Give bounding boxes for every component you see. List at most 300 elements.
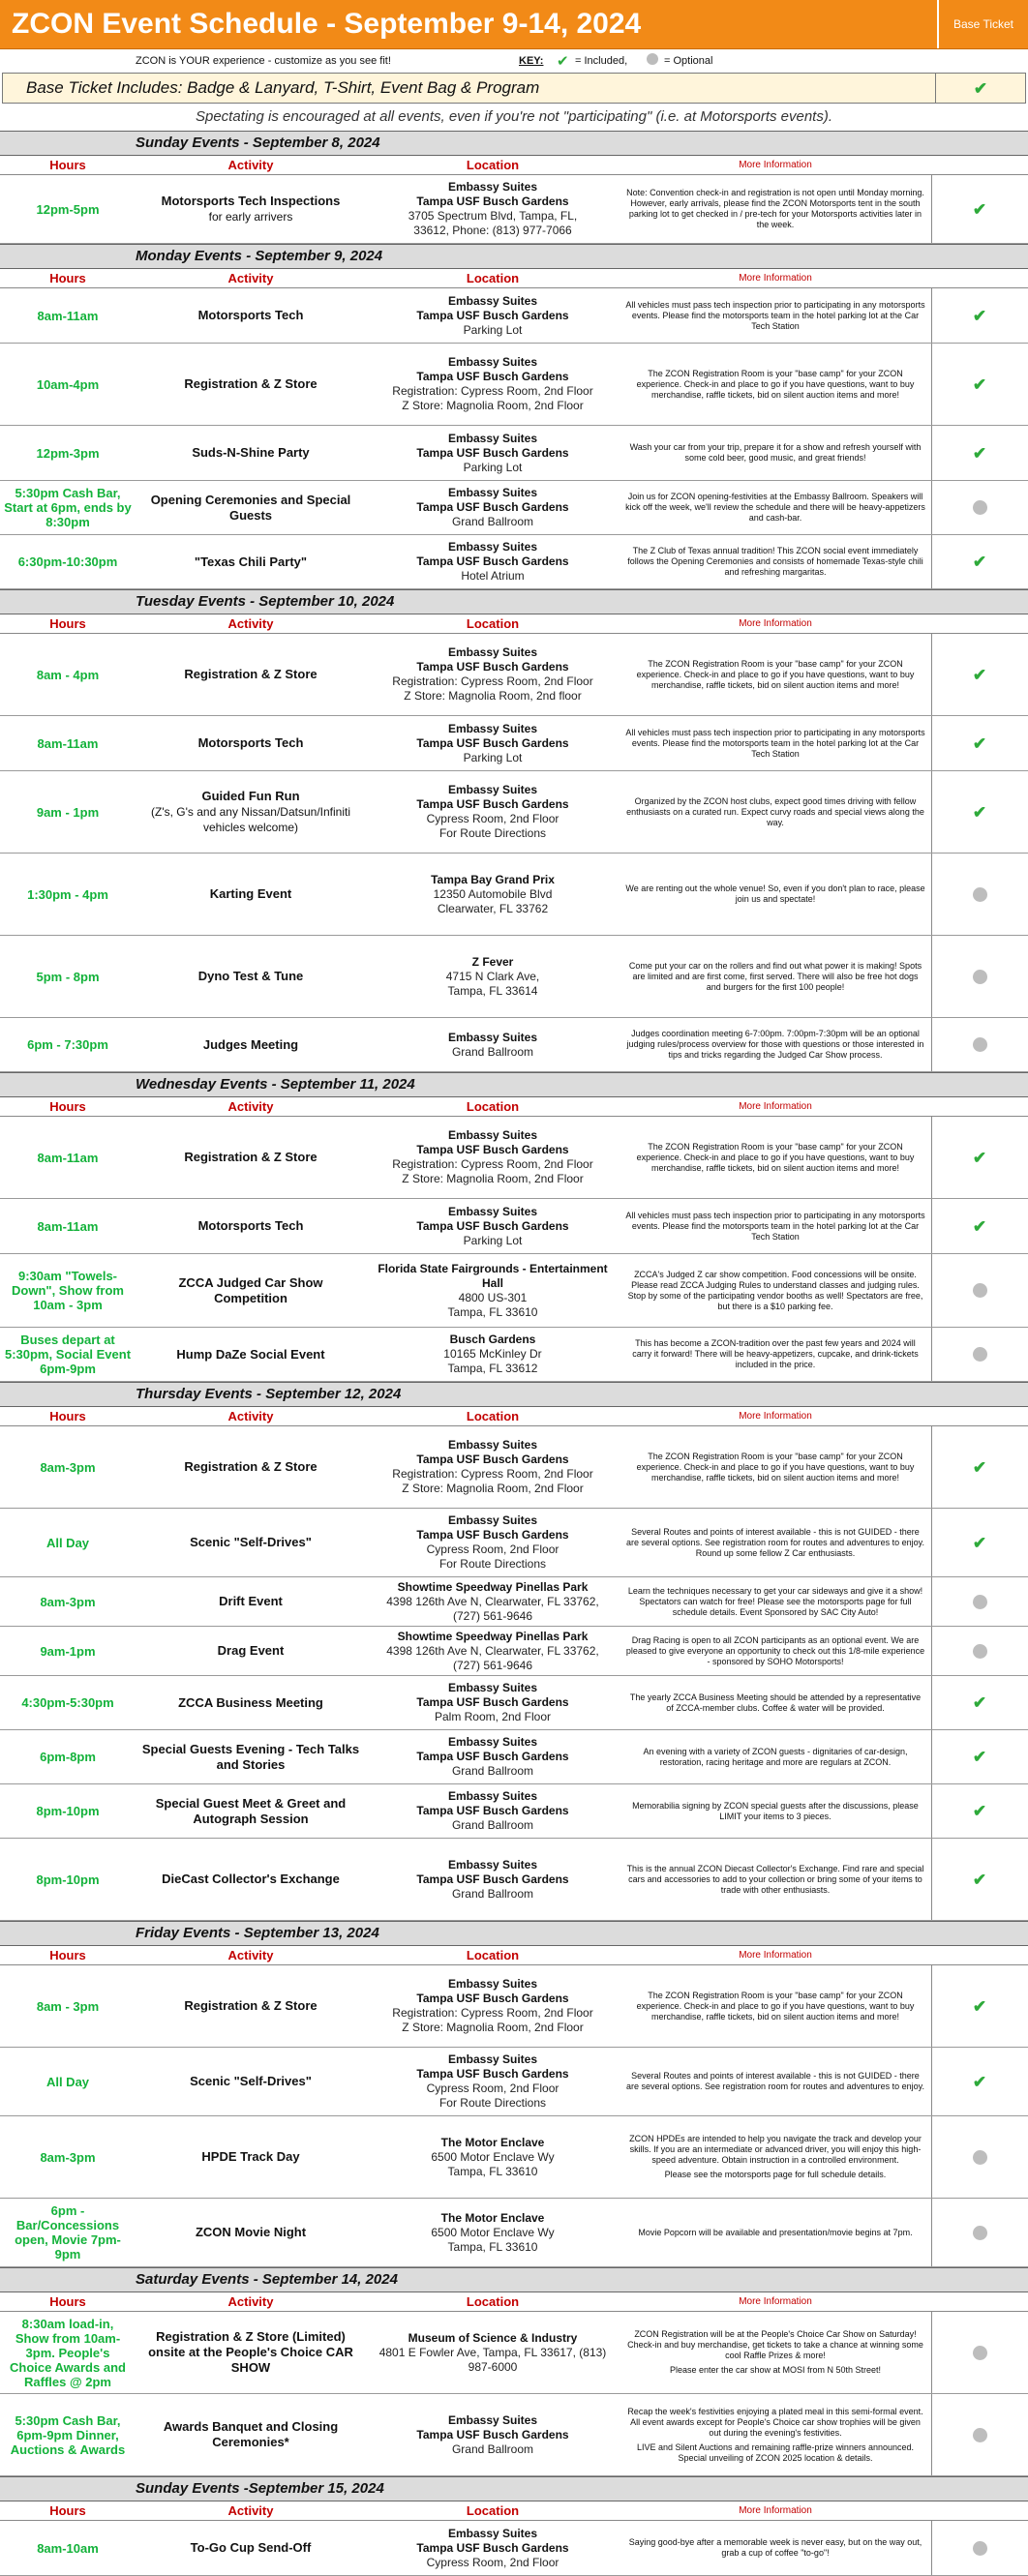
event-info bbox=[620, 2199, 931, 2266]
column-header-location: Location bbox=[466, 271, 520, 285]
event-status bbox=[931, 2116, 1027, 2198]
event-activity bbox=[136, 1426, 366, 1508]
event-location-line: Embassy Suites bbox=[447, 293, 538, 308]
day-header bbox=[0, 1382, 1028, 1407]
base-ticket-status bbox=[935, 74, 1025, 103]
event-location bbox=[366, 2521, 620, 2575]
event-activity-title: Opening Ceremonies and Special Guests bbox=[150, 492, 351, 523]
event-location-line: Embassy Suites bbox=[447, 1204, 538, 1218]
schedule-days bbox=[0, 131, 1028, 2576]
event-activity-title: Drag Event bbox=[217, 1643, 285, 1658]
event-activity bbox=[136, 175, 366, 243]
event-activity-title: Motorsports Tech bbox=[197, 1218, 304, 1233]
event-location bbox=[366, 716, 620, 770]
event-location-line: 12350 Automobile Blvd bbox=[433, 886, 553, 901]
event-info-text: Learn the techniques necessary to get your car sideways and give it a show! Spectators can watch for free! Please see the motorsports page for full schedule details. Event Sponsored by SAC City Auto! bbox=[627, 1585, 923, 1617]
event-location bbox=[366, 771, 620, 853]
event-info-text: All vehicles must pass tech inspection prior to participating in any motorsports events. Please find the motorsports team in the hotel parking lot at the Car Tech Station bbox=[625, 299, 925, 331]
event-row bbox=[0, 1426, 1028, 1509]
event-location-line: Tampa USF Busch Gardens bbox=[416, 735, 569, 750]
event-location-line: Tampa USF Busch Gardens bbox=[416, 1143, 569, 1156]
check-icon: ✔ bbox=[972, 1533, 987, 1552]
column-header-hours: Hours bbox=[49, 1948, 86, 1962]
event-location bbox=[366, 288, 620, 343]
column-header-location: Location bbox=[466, 1409, 520, 1423]
optional-dot-icon bbox=[973, 1347, 987, 1362]
column-header-info: More Information bbox=[739, 1101, 812, 1112]
event-info-text: The ZCON Registration Room is your "base camp" for your ZCON experience. Check-in and place to go if you have questions, want to buy merchandise, raffle tickets, bid on silent auction items and more! bbox=[636, 1141, 915, 1173]
event-activity bbox=[136, 2199, 366, 2266]
optional-dot-icon bbox=[973, 2150, 987, 2165]
check-icon: ✔ bbox=[972, 665, 987, 684]
event-location-line: For Route Directions bbox=[438, 826, 547, 840]
day-header bbox=[0, 589, 1028, 614]
event-location-line: Embassy Suites bbox=[447, 1128, 538, 1142]
event-location-line: Tampa USF Busch Gardens bbox=[416, 1453, 569, 1466]
event-activity bbox=[136, 1328, 366, 1381]
event-hours: 5:30pm Cash Bar, 6pm-9pm Dinner, Auctions & Awards bbox=[10, 2412, 126, 2457]
column-header-row bbox=[0, 2292, 1028, 2312]
event-location-line: Grand Ballroom bbox=[451, 515, 534, 528]
event-location-line: 33612, Phone: (813) 977-7066 bbox=[413, 224, 572, 237]
event-status bbox=[931, 175, 1027, 243]
column-header-info: More Information bbox=[739, 2505, 812, 2516]
event-activity bbox=[136, 1676, 366, 1729]
event-row bbox=[0, 1117, 1028, 1199]
event-info-text: Saying good-bye after a memorable week is never easy, but on the way out, grab a cup of coffee "to-go"! bbox=[628, 2537, 922, 2558]
event-location bbox=[366, 2394, 620, 2475]
check-icon: ✔ bbox=[972, 553, 987, 571]
event-status bbox=[931, 771, 1027, 853]
event-location-line: Registration: Cypress Room, 2nd Floor bbox=[392, 1467, 593, 1481]
column-header-row bbox=[0, 156, 1028, 175]
event-activity-title: To-Go Cup Send-Off bbox=[190, 2540, 312, 2555]
event-row bbox=[0, 854, 1028, 936]
event-row bbox=[0, 1676, 1028, 1730]
event-location-line: Parking Lot bbox=[463, 1233, 523, 1247]
event-location-line: Embassy Suites bbox=[447, 431, 538, 445]
event-row bbox=[0, 771, 1028, 854]
column-header-activity: Activity bbox=[227, 616, 274, 631]
day-title: Sunday Events -September 15, 2024 bbox=[136, 2480, 384, 2497]
event-location bbox=[366, 634, 620, 715]
day-header bbox=[0, 1072, 1028, 1097]
event-location-line: Embassy Suites bbox=[447, 1438, 538, 1452]
event-info-text: The ZCON Registration Room is your "base camp" for your ZCON experience. Check-in and place to go if you have questions, want to buy merchandise, raffle tickets, bid on silent auction items and more! bbox=[636, 368, 915, 400]
event-location-line: Embassy Suites bbox=[447, 2526, 538, 2540]
event-activity bbox=[136, 2048, 366, 2115]
column-header-info: More Information bbox=[739, 2296, 812, 2307]
event-location-line: Busch Gardens bbox=[449, 1333, 536, 1346]
event-activity bbox=[136, 634, 366, 715]
event-activity bbox=[136, 344, 366, 425]
event-activity bbox=[136, 854, 366, 935]
day-header bbox=[0, 244, 1028, 269]
event-status bbox=[931, 2048, 1027, 2115]
event-hours: 8pm-10pm bbox=[36, 1804, 100, 1818]
event-status bbox=[931, 1965, 1027, 2047]
event-info bbox=[620, 2116, 931, 2198]
event-location-line: Tampa USF Busch Gardens bbox=[416, 2540, 569, 2555]
event-activity-subtitle: for early arrivers bbox=[208, 210, 293, 224]
event-row bbox=[0, 1730, 1028, 1784]
event-location-line: Embassy Suites bbox=[447, 486, 538, 499]
event-location-line: Tampa USF Busch Gardens bbox=[416, 1218, 569, 1233]
column-header-hours: Hours bbox=[49, 2294, 86, 2309]
column-header-activity: Activity bbox=[227, 2503, 274, 2518]
event-activity-title: Awards Banquet and Closing Ceremonies* bbox=[163, 2419, 339, 2449]
event-status bbox=[931, 535, 1027, 588]
event-location-line: Tampa USF Busch Gardens bbox=[416, 370, 569, 383]
event-activity-title: Suds-N-Shine Party bbox=[192, 445, 310, 460]
event-activity-title: Registration & Z Store bbox=[184, 1150, 317, 1164]
subtitle-text: ZCON is YOUR experience - customize as you see fit! bbox=[136, 55, 391, 67]
event-activity bbox=[136, 1784, 366, 1838]
event-hours: 8:30am load-in, Show from 10am-3pm. People's Choice Awards and Raffles @ 2pm bbox=[10, 2316, 126, 2389]
event-info-text: This is the annual ZCON Diecast Collector's Exchange. Find rare and special cars and accessories to add to your collection or bring some of your items to trade with other enthusiasts. bbox=[626, 1863, 924, 1895]
event-location-line: Embassy Suites bbox=[447, 1513, 538, 1527]
column-header-hours: Hours bbox=[49, 158, 86, 172]
event-info-text: Wash your car from your trip, prepare it for a show and refresh yourself with some cold beer, good music, and great friends! bbox=[629, 442, 922, 463]
event-activity-subtitle: (Z's, G's and any Nissan/Datsun/Infiniti vehicles welcome) bbox=[151, 805, 350, 834]
event-location-line: Z Store: Magnolia Room, 2nd Floor bbox=[402, 399, 584, 412]
event-info bbox=[620, 1965, 931, 2047]
event-activity bbox=[136, 1018, 366, 1071]
check-icon: ✔ bbox=[972, 1748, 987, 1766]
check-icon: ✔ bbox=[972, 2072, 987, 2091]
event-location-line: Registration: Cypress Room, 2nd Floor bbox=[392, 384, 593, 398]
event-info bbox=[620, 1577, 931, 1626]
column-header-hours: Hours bbox=[49, 1099, 86, 1114]
event-location-line: 3705 Spectrum Blvd, Tampa, FL, bbox=[408, 209, 578, 223]
event-status bbox=[931, 854, 1027, 935]
event-hours: 8am - 3pm bbox=[36, 1998, 100, 2014]
day-title: Monday Events - September 9, 2024 bbox=[136, 248, 383, 264]
event-hours: 10am-4pm bbox=[36, 376, 100, 392]
event-location-line: 4715 N Clark Ave, bbox=[445, 969, 540, 983]
optional-dot-icon bbox=[973, 2541, 987, 2556]
event-location bbox=[366, 2312, 620, 2393]
event-row bbox=[0, 175, 1028, 244]
column-header-location: Location bbox=[466, 2294, 520, 2309]
key-label: KEY: bbox=[519, 55, 544, 67]
event-location-line: Z Fever bbox=[471, 954, 514, 969]
event-activity bbox=[136, 1117, 366, 1198]
event-status bbox=[931, 634, 1027, 715]
event-status bbox=[931, 1676, 1027, 1729]
event-location-line: 4398 126th Ave N, Clearwater, FL 33762, bbox=[386, 1594, 599, 1608]
day-header bbox=[0, 2476, 1028, 2501]
event-hours: 9:30am "Towels-Down", Show from 10am - 3pm bbox=[12, 1269, 124, 1312]
day-title: Friday Events - September 13, 2024 bbox=[136, 1925, 379, 1941]
event-location-line: Grand Ballroom bbox=[451, 1886, 534, 1901]
event-location bbox=[366, 1627, 620, 1675]
event-status bbox=[931, 2394, 1027, 2475]
event-location-line: Registration: Cypress Room, 2nd Floor bbox=[392, 674, 593, 688]
event-location-line: Registration: Cypress Room, 2nd Floor bbox=[392, 2006, 593, 2020]
event-hours: 8am-11am bbox=[37, 1150, 99, 1165]
event-info-text: Come put your car on the rollers and find out what power it is making! Spots are limited and are first come, first served. There will also be free hot dogs and burgers for the first 100 people! bbox=[628, 960, 922, 992]
event-location-line: Embassy Suites bbox=[447, 355, 538, 369]
event-location-line: Embassy Suites bbox=[447, 2412, 538, 2427]
event-location bbox=[366, 175, 620, 243]
event-activity bbox=[136, 1627, 366, 1675]
event-activity bbox=[136, 2521, 366, 2575]
day-title: Saturday Events - September 14, 2024 bbox=[136, 2271, 398, 2288]
event-activity-title: Special Guests Evening - Tech Talks and Stories bbox=[141, 1741, 360, 1772]
event-activity-title: Registration & Z Store bbox=[184, 667, 317, 681]
check-icon: ✔ bbox=[972, 374, 987, 394]
event-info-text: The Z Club of Texas annual tradition! This ZCON social event immediately follows the Opening Ceremonies and consists of homemade Texas-style chili and refreshing margaritas. bbox=[627, 546, 923, 577]
event-info bbox=[620, 1784, 931, 1838]
event-info-text: ZCCA's Judged Z car show competition. Food concessions will be onsite. Please read ZCCA Judging Rules to understand classes and judging rules. Stop by some of the participating vendor booths as well! Spectators are free, but there is a $10 parking fee. bbox=[627, 1269, 923, 1311]
event-hours: 5:30pm Cash Bar, Start at 6pm, ends by 8:30pm bbox=[4, 486, 132, 529]
event-hours: 6pm - Bar/Concessions open, Movie 7pm-9pm bbox=[15, 2203, 121, 2261]
check-icon: ✔ bbox=[972, 734, 987, 753]
event-location-line: Tampa USF Busch Gardens bbox=[416, 1872, 569, 1886]
event-activity-title: Guided Fun Run bbox=[201, 789, 300, 803]
event-info-text: All vehicles must pass tech inspection prior to participating in any motorsports events. Please find the motorsports team in the hotel parking lot at the Car Tech Station bbox=[625, 1210, 925, 1242]
event-info-text: Recap the week's festivities enjoying a plated meal in this semi-formal event. All event awards except for People's Choice car show trophies will be given out during the evening's festivities. bbox=[627, 2406, 923, 2438]
event-status bbox=[931, 1577, 1027, 1626]
event-hours: 8am-3pm bbox=[40, 1594, 96, 1609]
event-info bbox=[620, 1426, 931, 1508]
spectating-note: Spectating is encouraged at all events, even if you're not "participating" (i.e. at Motorsports events). bbox=[195, 108, 833, 125]
base-ticket-column-label: Base Ticket bbox=[937, 0, 1028, 48]
event-status bbox=[931, 1328, 1027, 1381]
event-row bbox=[0, 1839, 1028, 1921]
event-location-line: Tampa USF Busch Gardens bbox=[416, 1528, 569, 1542]
event-activity bbox=[136, 2394, 366, 2475]
event-status bbox=[931, 936, 1027, 1017]
event-status bbox=[931, 1509, 1027, 1576]
event-activity-title: Registration & Z Store bbox=[184, 1998, 317, 2013]
event-hours: 6pm-8pm bbox=[40, 1750, 96, 1764]
column-header-location: Location bbox=[466, 1948, 520, 1962]
column-header-location: Location bbox=[466, 616, 520, 631]
event-location-line: Tampa USF Busch Gardens bbox=[416, 500, 569, 514]
event-info-text: Organized by the ZCON host clubs, expect good times driving with fellow enthusiasts on a curated run. Expect curvy roads and special views along the way. bbox=[626, 795, 924, 827]
event-activity-title: Drift Event bbox=[219, 1594, 283, 1608]
event-location-line: Hotel Atrium bbox=[461, 569, 525, 583]
event-row bbox=[0, 936, 1028, 1018]
column-header-info: More Information bbox=[739, 1411, 812, 1422]
event-status bbox=[931, 1730, 1027, 1783]
event-info bbox=[620, 1509, 931, 1576]
event-hours: 8am-11am bbox=[37, 308, 99, 323]
event-location-line: Tampa, FL 33610 bbox=[447, 1304, 538, 1319]
event-activity-title: Special Guest Meet & Greet and Autograph Session bbox=[155, 1795, 347, 1826]
event-location-line: Tampa USF Busch Gardens bbox=[416, 2427, 569, 2441]
event-location-line: Tampa USF Busch Gardens bbox=[416, 797, 569, 811]
event-activity bbox=[136, 1839, 366, 1920]
column-header-activity: Activity bbox=[227, 158, 274, 172]
event-location-line: Tampa USF Busch Gardens bbox=[416, 445, 569, 460]
event-hours: 8am-3pm bbox=[40, 2149, 96, 2165]
event-location-line: Showtime Speedway Pinellas Park bbox=[397, 1629, 589, 1643]
event-row bbox=[0, 1577, 1028, 1627]
optional-dot-icon bbox=[973, 1644, 987, 1659]
event-location-line: Embassy Suites bbox=[447, 721, 538, 735]
event-location-line: 4800 US-301 bbox=[458, 1290, 528, 1304]
event-activity-title: Scenic "Self-Drives" bbox=[190, 2074, 312, 2088]
event-row bbox=[0, 426, 1028, 481]
column-header-row bbox=[0, 2501, 1028, 2521]
event-row bbox=[0, 535, 1028, 589]
event-location-line: For Route Directions bbox=[438, 1557, 547, 1571]
event-location bbox=[366, 854, 620, 935]
event-activity-title: Karting Event bbox=[209, 886, 292, 901]
header-bar bbox=[0, 0, 1028, 49]
event-row bbox=[0, 716, 1028, 771]
event-location bbox=[366, 1426, 620, 1508]
event-activity-title: ZCON Movie Night bbox=[195, 2225, 307, 2239]
event-activity bbox=[136, 716, 366, 770]
column-header-hours: Hours bbox=[49, 616, 86, 631]
event-row bbox=[0, 288, 1028, 344]
event-activity-title: Registration & Z Store bbox=[184, 376, 317, 391]
column-header-location: Location bbox=[466, 158, 520, 172]
event-hours: 8am-3pm bbox=[40, 1459, 96, 1475]
event-location-line: Cypress Room, 2nd Floor bbox=[426, 812, 559, 825]
event-activity-title: Registration & Z Store (Limited) onsite at the People's Choice CAR SHOW bbox=[148, 2329, 353, 2375]
event-location-line: Embassy Suites bbox=[447, 1857, 538, 1872]
event-row bbox=[0, 1627, 1028, 1676]
event-location-line: 4801 E Fowler Ave, Tampa, FL 33617, (813) 987-6000 bbox=[378, 2345, 607, 2374]
event-info bbox=[620, 481, 931, 534]
event-status bbox=[931, 1839, 1027, 1920]
event-info bbox=[620, 1730, 931, 1783]
event-info-text: Several Routes and points of interest available - this is not GUIDED - there are several options. See registration room for routes and adventures to enjoy. bbox=[625, 2071, 924, 2091]
optional-dot-icon bbox=[973, 887, 987, 902]
column-header-row bbox=[0, 1097, 1028, 1117]
column-header-hours: Hours bbox=[49, 1409, 86, 1423]
day-title: Wednesday Events - September 11, 2024 bbox=[136, 1076, 415, 1093]
event-location bbox=[366, 481, 620, 534]
event-location-line: Embassy Suites bbox=[447, 540, 538, 554]
event-location bbox=[366, 1577, 620, 1626]
column-header-hours: Hours bbox=[49, 2503, 86, 2518]
column-header-activity: Activity bbox=[227, 1099, 274, 1114]
event-row bbox=[0, 2521, 1028, 2576]
event-info bbox=[620, 2394, 931, 2475]
event-info-text: All vehicles must pass tech inspection prior to participating in any motorsports events. Please find the motorsports team in the hotel parking lot at the Car Tech Station bbox=[625, 727, 925, 759]
event-location bbox=[366, 1199, 620, 1253]
event-hours: Buses depart at 5:30pm, Social Event 6pm-9pm bbox=[4, 1333, 132, 1376]
event-activity-title: Hump DaZe Social Event bbox=[176, 1346, 325, 1362]
event-location-line: Tampa USF Busch Gardens bbox=[416, 2067, 569, 2081]
day-title: Tuesday Events - September 10, 2024 bbox=[136, 593, 395, 610]
event-activity bbox=[136, 1254, 366, 1327]
event-status bbox=[931, 2521, 1027, 2575]
event-info bbox=[620, 2521, 931, 2575]
event-location-line: For Route Directions bbox=[438, 2096, 547, 2110]
event-row bbox=[0, 1965, 1028, 2048]
event-hours: 8am-11am bbox=[37, 735, 99, 751]
event-hours: 9am-1pm bbox=[40, 1643, 96, 1659]
event-info-text: ZCON Registration will be at the People's Choice Car Show on Saturday! Check-in and buy merchandise, get tickets to take a chance at winning some cool Raffle Prizes & more! bbox=[627, 2329, 923, 2360]
column-header-row bbox=[0, 614, 1028, 634]
event-info-text: The yearly ZCCA Business Meeting should be attended by a representative of ZCCA-member clubs. Coffee & water will be provided. bbox=[629, 1692, 922, 1713]
event-location-line: Clearwater, FL 33762 bbox=[437, 901, 549, 915]
event-row bbox=[0, 1018, 1028, 1072]
event-activity-title: ZCCA Judged Car Show Competition bbox=[178, 1274, 323, 1305]
check-icon: ✔ bbox=[972, 199, 987, 219]
day-header bbox=[0, 1921, 1028, 1946]
event-activity bbox=[136, 936, 366, 1017]
event-info bbox=[620, 716, 931, 770]
event-info bbox=[620, 1328, 931, 1381]
event-status bbox=[931, 344, 1027, 425]
event-location bbox=[366, 1018, 620, 1071]
event-location-line: Z Store: Magnolia Room, 2nd Floor bbox=[402, 1482, 584, 1495]
event-activity bbox=[136, 1577, 366, 1626]
event-location-line: Cypress Room, 2nd Floor bbox=[426, 2555, 559, 2569]
event-location-line: Embassy Suites bbox=[447, 1030, 538, 1044]
event-hours: 12pm-5pm bbox=[36, 201, 100, 217]
event-activity-title: "Texas Chili Party" bbox=[194, 554, 308, 569]
base-ticket-text: Base Ticket Includes: Badge & Lanyard, T-Shirt, Event Bag & Program bbox=[26, 78, 540, 97]
column-header-info: More Information bbox=[739, 618, 812, 629]
event-info-note: Please enter the car show at MOSI from N 50th Street! bbox=[669, 2365, 882, 2375]
event-location-line: Tampa USF Busch Gardens bbox=[416, 660, 569, 674]
event-location-line: Tampa USF Busch Gardens bbox=[416, 554, 569, 568]
check-icon: ✔ bbox=[972, 1148, 987, 1167]
optional-dot-icon bbox=[973, 1283, 987, 1298]
event-location-line: Z Store: Magnolia Room, 2nd Floor bbox=[402, 1172, 584, 1185]
check-icon: ✔ bbox=[972, 1870, 987, 1889]
event-hours: 1:30pm - 4pm bbox=[27, 886, 108, 902]
optional-label: = Optional bbox=[664, 55, 713, 67]
event-hours: 8am-10am bbox=[37, 2540, 99, 2556]
event-row bbox=[0, 2048, 1028, 2116]
event-status bbox=[931, 1627, 1027, 1675]
event-location-line: Grand Ballroom bbox=[451, 1044, 534, 1059]
day-title: Thursday Events - September 12, 2024 bbox=[136, 1386, 402, 1402]
optional-dot-icon bbox=[973, 2428, 987, 2442]
event-activity-title: HPDE Track Day bbox=[201, 2149, 300, 2164]
event-row bbox=[0, 481, 1028, 535]
event-info bbox=[620, 2312, 931, 2393]
event-status bbox=[931, 2199, 1027, 2266]
event-location-line: Palm Room, 2nd Floor bbox=[434, 1710, 552, 1723]
event-info-text: The ZCON Registration Room is your "base camp" for your ZCON experience. Check-in and place to go if you have questions, want to buy merchandise, raffle tickets, bid on silent auction items and more! bbox=[636, 1451, 915, 1483]
event-status bbox=[931, 1117, 1027, 1198]
event-info-text: Join us for ZCON opening-festivities at the Embassy Ballroom. Speakers will kick off the week, we'll review the schedule and there will be heavy-appetizers and cash-bar. bbox=[625, 492, 925, 523]
event-hours: 6:30pm-10:30pm bbox=[17, 554, 118, 569]
event-status bbox=[931, 481, 1027, 534]
event-location-line: Embassy Suites bbox=[447, 2052, 538, 2066]
event-info-text: This has become a ZCON-tradition over the past few years and 2024 will carry it forward! There will be heavy-appetizers, cupcake, and drink-tickets included in the price. bbox=[632, 1338, 919, 1369]
event-info bbox=[620, 634, 931, 715]
event-activity bbox=[136, 1199, 366, 1253]
event-info bbox=[620, 1254, 931, 1327]
event-hours: 8pm-10pm bbox=[36, 1872, 100, 1887]
event-info-text: Judges coordination meeting 6-7:00pm. 7:00pm-7:30pm will be an optional judging rules/process overview for those with questions or those interested in tips and tricks regarding the Judged Car Show process. bbox=[626, 1029, 924, 1060]
event-location-line: Tampa, FL 33612 bbox=[447, 1362, 538, 1375]
event-info bbox=[620, 175, 931, 243]
column-header-location: Location bbox=[466, 1099, 520, 1114]
event-location-line: The Motor Enclave bbox=[440, 2135, 545, 2149]
event-location-line: Tampa USF Busch Gardens bbox=[416, 195, 569, 208]
event-location-line: Embassy Suites bbox=[447, 180, 538, 194]
column-header-row bbox=[0, 1407, 1028, 1426]
event-activity bbox=[136, 2312, 366, 2393]
event-location bbox=[366, 2116, 620, 2198]
optional-dot-icon bbox=[647, 53, 658, 65]
optional-dot-icon bbox=[973, 2346, 987, 2360]
column-header-info: More Information bbox=[739, 1950, 812, 1961]
